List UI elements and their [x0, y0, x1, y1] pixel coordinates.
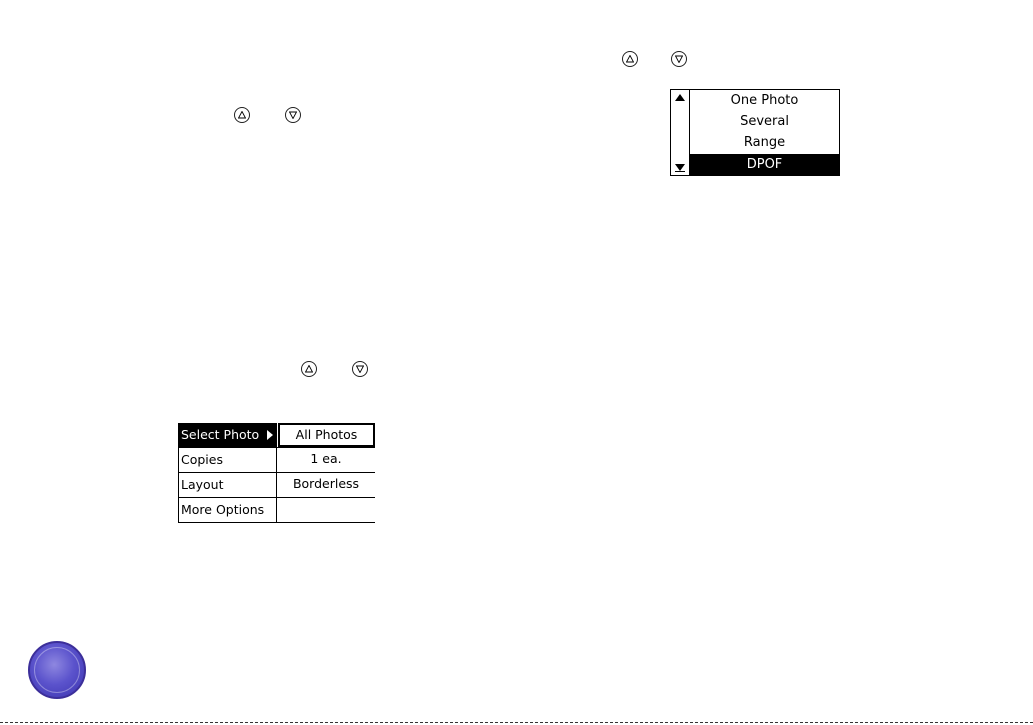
settings-row-label: More Options — [178, 498, 277, 522]
list-scrollbar[interactable] — [671, 90, 690, 175]
list-item-several[interactable]: Several — [740, 114, 789, 129]
print-settings-menu — [178, 423, 375, 523]
page-number-badge — [28, 641, 86, 699]
settings-row-label: Copies — [178, 448, 277, 472]
down-arrow-icon — [671, 51, 687, 67]
photo-selection-list — [670, 89, 840, 176]
up-arrow-icon — [622, 51, 638, 67]
bottom-divider — [0, 722, 1033, 723]
select-photo-label: Select Photo — [181, 427, 260, 442]
list-item-range[interactable]: Range — [743, 135, 786, 150]
list-item-one-photo[interactable]: One Photo — [730, 93, 799, 108]
panel-border — [178, 423, 179, 523]
settings-row-more-options[interactable] — [178, 498, 375, 523]
settings-row-label: Layout — [178, 473, 277, 497]
down-arrow-icon — [285, 107, 301, 123]
list-item-dpof[interactable]: DPOF — [690, 154, 839, 175]
arrow-right-icon — [267, 430, 273, 440]
settings-row-layout[interactable] — [178, 473, 375, 498]
settings-row-label — [178, 423, 277, 447]
scroll-up-icon[interactable] — [675, 94, 685, 101]
down-arrow-icon — [352, 361, 368, 377]
settings-row-copies[interactable] — [178, 448, 375, 473]
settings-row-value: 1 ea. — [310, 451, 342, 466]
scroll-down-icon[interactable] — [675, 164, 685, 171]
settings-row-value: Borderless — [292, 476, 360, 491]
settings-row-value — [277, 498, 375, 522]
up-arrow-icon — [301, 361, 317, 377]
settings-row-select-photo[interactable] — [178, 423, 375, 448]
settings-row-value: All Photos — [278, 423, 375, 447]
up-arrow-icon — [234, 107, 250, 123]
